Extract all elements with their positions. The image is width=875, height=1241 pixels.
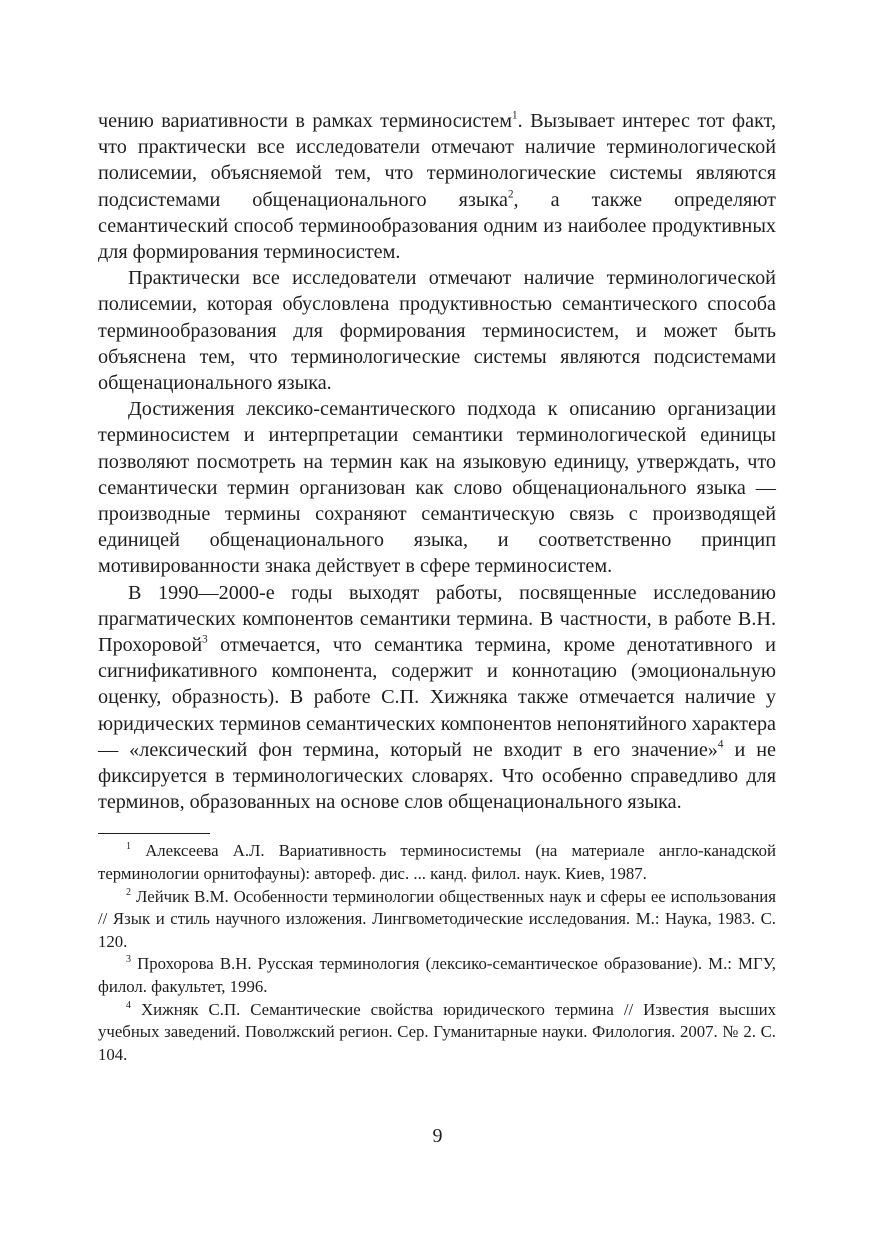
footnote-separator [98, 833, 210, 834]
body-text [98, 108, 776, 815]
footnote-1-number: 1 [126, 841, 132, 853]
footnote-ref-4: 4 [717, 738, 724, 751]
footnote-ref-3: 3 [202, 633, 208, 646]
footnote-4-text: Хижняк С.П. Семантические свойства юридического термина // Известия высших учебных заведений. Поволжский регион. Сер. Гуманитарные науки. Филология. 2007. № 2. С. 104. [98, 999, 776, 1064]
paragraph-1-part-1: чению вариативности в рамках терминосистем [98, 110, 513, 132]
footnote-1 [98, 840, 776, 885]
paragraph-4 [98, 580, 776, 816]
footnote-3 [98, 953, 776, 998]
footnote-2 [98, 886, 776, 954]
page-number: 9 [432, 1125, 443, 1147]
footnote-ref-1: 1 [512, 109, 518, 122]
footnote-3-text: Прохорова В.Н. Русская терминология (лексико-семантическое образование). М.: МГУ, филол. факультет, 1996. [98, 954, 776, 997]
footnote-ref-2: 2 [507, 188, 514, 201]
paragraph-4-part-3: и не фиксируется в терминологических словарях. Что особенно справедливо для терминов, образованных на основе слов общенационального языка. [98, 738, 776, 814]
paragraph-4-part-2: отмечается, что семантика термина, кроме денотативного и сигнификативного компонента, содержит и коннотацию (эмоциональную оценку, образность). В работе С.П. Хижняка также отмечается наличие у юридических терминов семантических компонентов непонятийного характера — «лексический фон термина, который не входит в его значение» [98, 634, 776, 761]
paragraph-3: Достижения лексико-семантического подхода к описанию организации терминосистем и интерпретации семантики терминологической единицы позволяют посмотреть на термин как на языковую единицу, утверждать, что семантически термин организован как слово общенационального языка — производные термины сохраняют семантическую связь с производящей единицей общенационального языка, и соответственно принцип мотивированности знака действует в сфере терминосистем. [98, 398, 776, 578]
footnotes [98, 840, 776, 1066]
footnote-2-text: Лейчик В.М. Особенности терминологии общественных наук и сферы ее использования // Язык и стиль научного изложения. Лингвометодические исследования. М.: Наука, 1983. С. 120. [98, 886, 776, 951]
paragraph-1-part-2: . Вызывает интерес тот факт, что практически все исследователи отмечают наличие терминологической полисемии, объясняемой тем, что терминологические системы являются подсистемами общенационального языка [98, 110, 776, 211]
paragraph-2: Практически все исследователи отмечают наличие терминологической полисемии, которая обусловлена продуктивностью семантического способа терминообразования для формирования терминосистем, и может быть объяснена тем, что терминологические системы являются подсистемами общенационального языка. [98, 267, 776, 395]
paragraph-4-part-1: В 1990—2000-е годы выходят работы, посвященные исследованию прагматических компонентов семантики термина. В частности, в работе В.Н. Прохоровой [98, 581, 776, 657]
footnote-4-number: 4 [126, 999, 132, 1011]
footnote-4 [98, 999, 776, 1067]
paragraph-1-part-3: , а также определяют семантический способ терминообразования одним из наиболее продуктивных для формирования терминосистем. [98, 188, 776, 264]
paragraph-1 [98, 108, 776, 265]
footnote-3-number: 3 [126, 954, 132, 966]
footnote-1-text: Алексеева А.Л. Вариативность терминосистемы (на материале англо-канадской терминологии орнитофауны): автореф. дис. ... канд. филол. наук. Киев, 1987. [98, 841, 776, 884]
footnote-2-number: 2 [126, 886, 132, 898]
page-content [98, 108, 776, 1066]
